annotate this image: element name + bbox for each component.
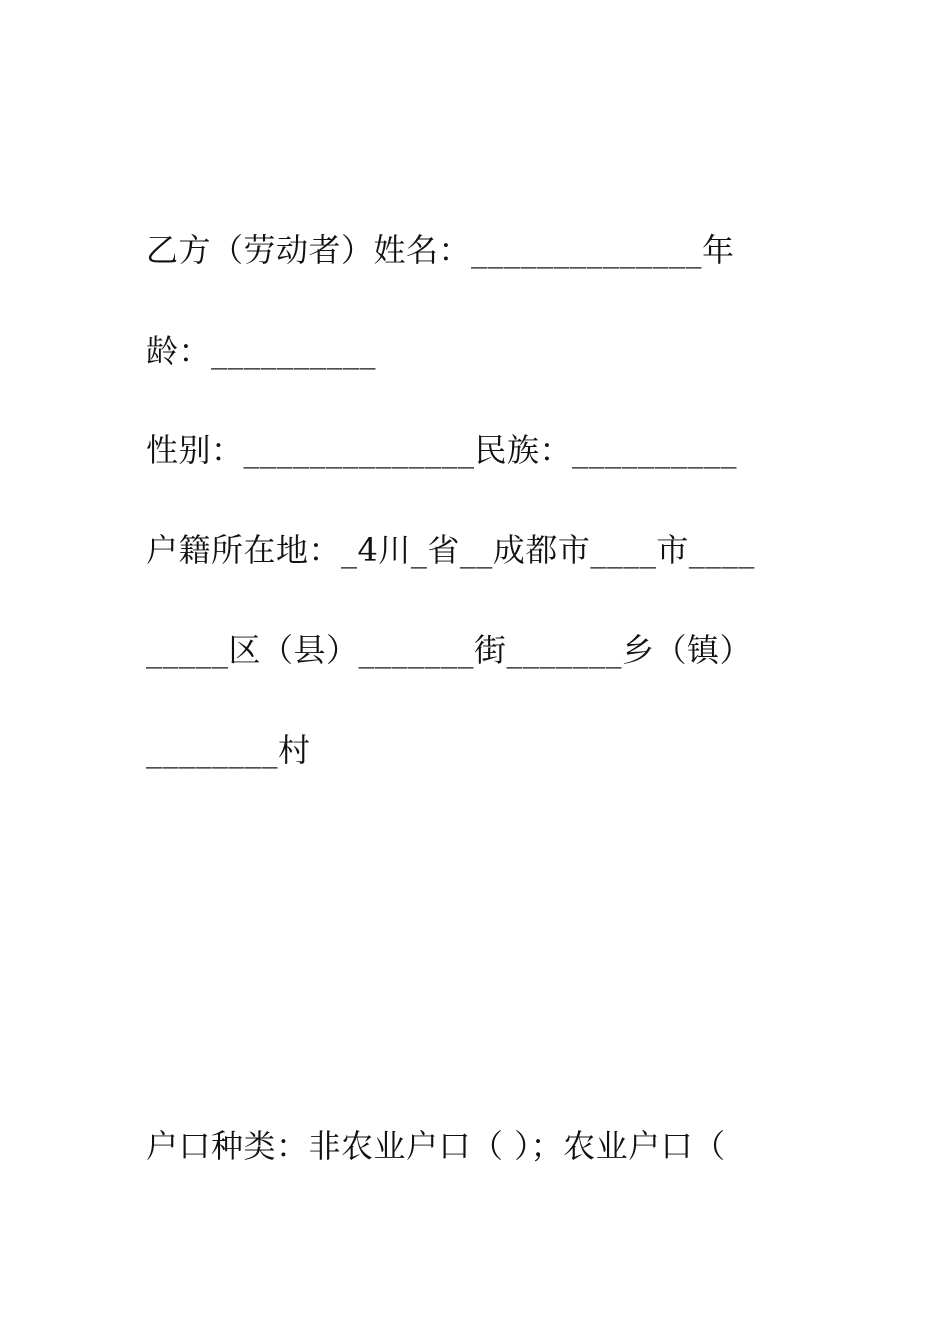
village-line: ________村 [146,731,311,769]
age-line: 龄：__________ [146,332,377,370]
district-street-town-line: _____区（县）_______街_______乡（镇） [146,631,753,669]
household-registration-line: 户籍所在地：_4川_省__成都市____市____ [146,531,755,569]
household-type-line: 户口种类：非农业户口（ ）；农业户口（ [146,1127,726,1165]
gender-ethnicity-line: 性别：______________民族：__________ [146,431,738,469]
party-b-name-age-line: 乙方（劳动者）姓名：______________年 [146,231,735,269]
